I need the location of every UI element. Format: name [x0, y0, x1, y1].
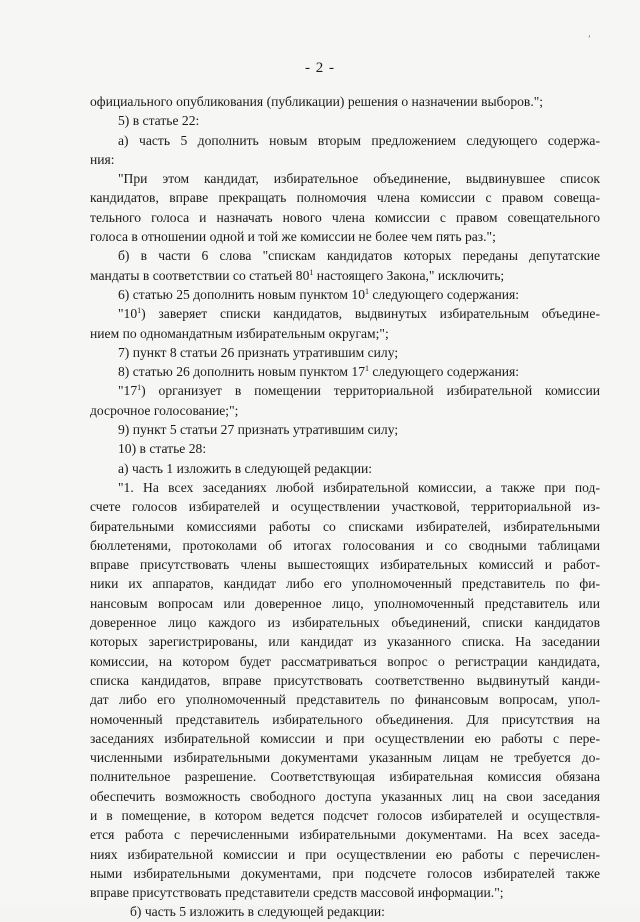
paragraph-line: бюллетенями, протоколами об итогах голосования и со сводными таблицами — [90, 537, 600, 553]
paragraph-line: численными избирательными документами указанным лицам не требуется до- — [90, 750, 600, 766]
paragraph-line: доверенное лицо каждого из избирательных объединений, списки кандидатов — [90, 615, 600, 631]
paragraph-line: тельного голоса и назначать нового члена комиссии с правом совещательного — [90, 209, 600, 225]
paragraph-line: ники их аппаратов, кандидат либо его уполномоченный представитель по фи- — [90, 576, 600, 592]
paragraph-line: обеспечить возможность свободного доступа указанных лиц на свои заседания — [90, 788, 600, 804]
paragraph-line: нансовым вопросам или доверенное лицо, уполномоченный представитель или — [90, 595, 600, 611]
corner-mark: ʼ — [588, 34, 591, 43]
paragraph-line: заседаниях избирательной комиссии и при осуществлении ею работы с пере- — [90, 730, 600, 746]
paragraph-line: б) часть 5 изложить в следующей редакции: — [130, 904, 385, 920]
paragraph-line: ния: — [90, 151, 115, 167]
paragraph-line: ными избирательными документами, при подсчете голосов избирателей также — [90, 865, 600, 881]
paragraph-line: списка кандидатов, вправе присутствовать соответственно выдвинутый канди- — [90, 672, 600, 688]
paragraph-line: счете голосов избирателей и осуществлении участковой, территориальной из- — [90, 499, 600, 515]
paragraph-line: номоченный представитель избирательного объединения. Для присутствия на — [90, 711, 600, 727]
superscript: 1 — [365, 364, 369, 374]
paragraph-line: вправе присутствовать представители средств массовой информации."; — [90, 885, 504, 901]
paragraph-line: официального опубликования (публикации) решения о назначении выборов."; — [90, 94, 544, 109]
paragraph-line: голоса в отношении одной и той же комиссии не более чем пять раз."; — [90, 229, 496, 245]
superscript: 1 — [365, 286, 369, 296]
paragraph-line: "$17^1$) организует в помещении территориальной избирательной комиссии — [118, 383, 600, 399]
paragraph-line: бирательными комиссиями работы со списками избирателей, избирательными — [90, 518, 600, 534]
paragraph-line: которых зарегистрированы, или кандидат из указанного списка. На заседании — [90, 634, 600, 650]
paragraph-line: а) часть 1 изложить в следующей редакции: — [118, 460, 373, 476]
paragraph-line: полнительное разрешение. Соответствующая избирательная комиссия обязана — [90, 769, 600, 785]
paragraph-line: мандаты в соответствии со статьей $80^1$ настоящего Закона," исключить; — [90, 267, 505, 283]
paragraph-line: 9) пункт 5 статьи 27 признать утратившим силу; — [118, 422, 399, 438]
document-body — [90, 92, 600, 922]
paragraph-line: а) часть 5 дополнить новым вторым предложением следующего содержа- — [118, 132, 600, 148]
paragraph-line: 6) статью 25 дополнить новым пунктом $10^1$ следующего содержания: — [118, 286, 520, 302]
superscript: 1 — [309, 267, 314, 277]
paragraph-line: комиссии, на котором будет рассматриваться вопрос о регистрации кандидата, — [90, 653, 600, 669]
paragraph-line: "$10^1$) заверяет списки кандидатов, выдвинутых избирательным объедине- — [118, 306, 600, 322]
paragraph-line: ниях избирательной комиссии и при осуществлении ею работы с перечислен- — [90, 846, 600, 862]
paragraph-line: кандидатов, вправе прекращать полномочия члена комиссии с правом совеща- — [90, 190, 600, 206]
paragraph-line: вправе присутствовать члены вышестоящих избирательных комиссий и работ- — [90, 557, 600, 573]
paragraph-line: 10) в статье 28: — [118, 441, 207, 457]
paragraph-line: 7) пункт 8 статьи 26 признать утратившим силу; — [118, 344, 399, 360]
paragraph-line: нием по одномандатным избирательным округам;"; — [90, 325, 389, 341]
paragraph-line: б) в части 6 слова "спискам кандидатов которых переданы депутатские — [118, 248, 600, 264]
paragraph-line: ется работа с перечисленными избирательными документами. На всех заседа- — [90, 827, 600, 843]
superscript: 1 — [137, 306, 142, 316]
paragraph-line: "При этом кандидат, избирательное объединение, выдвинувшее список — [118, 171, 600, 187]
superscript: 1 — [137, 383, 142, 393]
paragraph-line: и в помещение, в котором ведется подсчет голосов избирателей и осуществля- — [90, 807, 600, 823]
paragraph-line: досрочное голосование;"; — [90, 402, 239, 418]
page-number: - 2 - — [305, 60, 335, 76]
paragraph-line: дат либо его уполномоченный представитель по финансовым вопросам, упол- — [90, 692, 600, 708]
paragraph-line: "1. На всех заседаниях любой избирательной комиссии, а также при под- — [118, 479, 600, 495]
paragraph-line: 8) статью 26 дополнить новым пунктом $17^1$ следующего содержания: — [118, 364, 520, 380]
paragraph-line: 5) в статье 22: — [118, 113, 200, 129]
